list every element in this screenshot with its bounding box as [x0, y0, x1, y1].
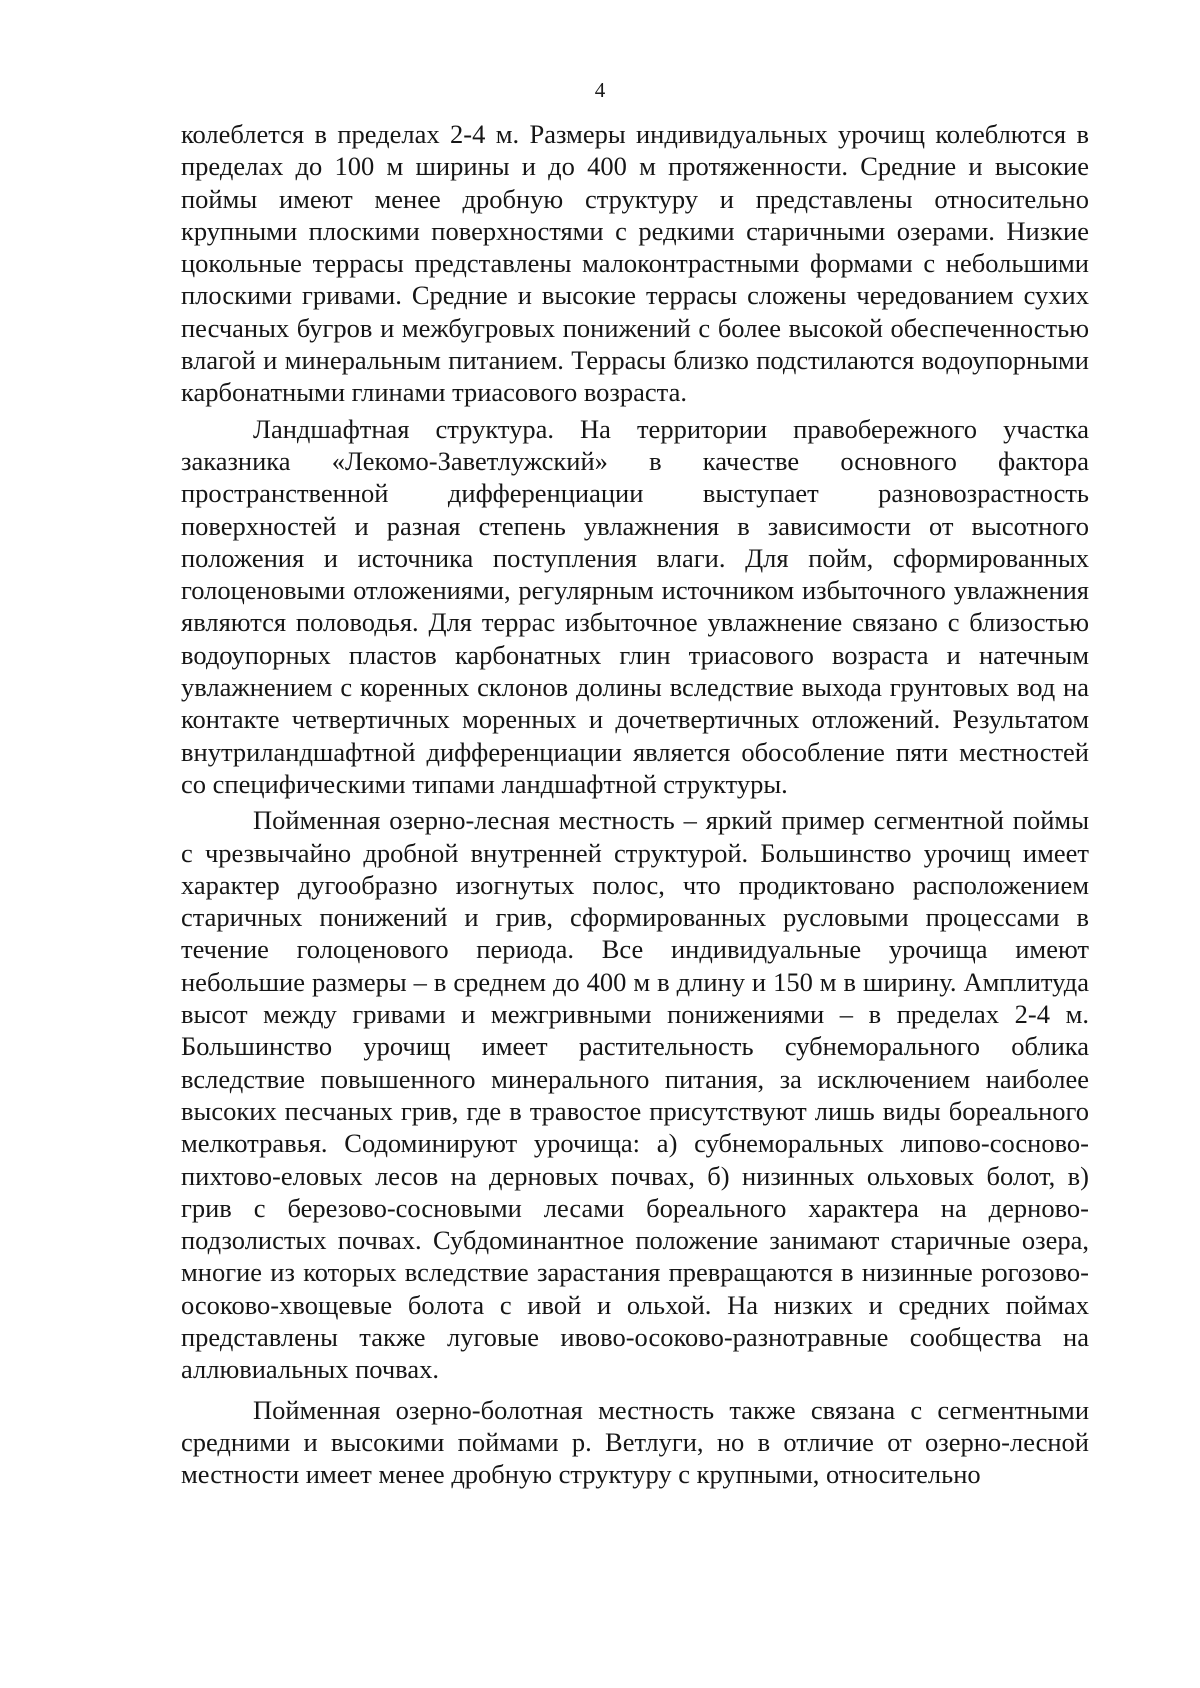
paragraph-landscape-structure: Ландшафтная структура. На территории правобережного участка заказника «Лекомо-Заветлужский» в качестве основного фактора пространственной дифференциации выступает разновозрастность поверхностей и разная степень увлажнения в зависимости от высотного положения и источника поступления влаги. Для пойм, сформированных голоценовыми отложениями, регулярным источником избыточного увлажнения являются половодья. Для террас избыточное увлажнение связано с близостью водоупорных пластов карбонатных глин триасового возраста и натечным увлажнением с коренных склонов долины вследствие выхода грунтовых вод на контакте четвертичных моренных и дочетвертичных отложений. Результатом внутриландшафтной дифференциации является обособление пяти местностей со специфическими типами ландшафтной структуры.	[181, 413, 1089, 799]
document-body	[181, 118, 1089, 1494]
paragraph-floodplain-lake-forest: Пойменная озерно-лесная местность – яркий пример сегментной поймы с чрезвычайно дробной внутренней структурой. Большинство урочищ имеет характер дугообразно изогнутых полос, что продиктовано расположением старичных понижений и грив, сформированных русловыми процессами в течение голоценового периода. Все индивидуальные урочища имеют небольшие размеры – в среднем до 400 м в длину и 150 м в ширину. Амплитуда высот между гривами и межгривными понижениями – в пределах 2-4 м. Большинство урочищ имеет растительность субнеморального облика вследствие повышенного минерального питания, за исключением наиболее высоких песчаных грив, где в травостое присутствуют лишь виды бореального мелкотравья. Содоминируют урочища: а) субнеморальных липово-сосново-пихтово-еловых лесов на дерновых почвах, б) низинных ольховых болот, в) грив с березово-сосновыми лесами бореального характера на дерново-подзолистых почвах. Субдоминантное положение занимают старичные озера, многие из которых вследствие зарастания превращаются в низинные рогозово-осоково-хвощевые болота с ивой и ольхой. На низких и средних поймах представлены также луговые ивово-осоково-разнотравные сообщества на аллювиальных почвах.	[181, 805, 1089, 1385]
paragraph-continuation: колеблется в пределах 2-4 м. Размеры индивидуальных урочищ колеблются в пределах до 100 м ширины и до 400 м протяженности. Средние и высокие поймы имеют менее дробную структуру и представлены относительно крупными плоскими поверхностями с редкими старичными озерами. Низкие цокольные террасы представлены малоконтрастными формами с небольшими плоскими гривами. Средние и высокие террасы сложены чередованием сухих песчаных бугров и межбугровых понижений с более высокой обеспеченностью влагой и минеральным питанием. Террасы близко подстилаются водоупорными карбонатными глинами триасового возраста.	[181, 119, 1089, 408]
paragraph-floodplain-lake-bog: Пойменная озерно-болотная местность также связана с сегментными средними и высокими поймами р. Ветлуги, но в отличие от озерно-лесной местности имеет менее дробную структуру с крупными, относительно	[181, 1394, 1089, 1490]
page-number: 4	[594, 78, 606, 102]
